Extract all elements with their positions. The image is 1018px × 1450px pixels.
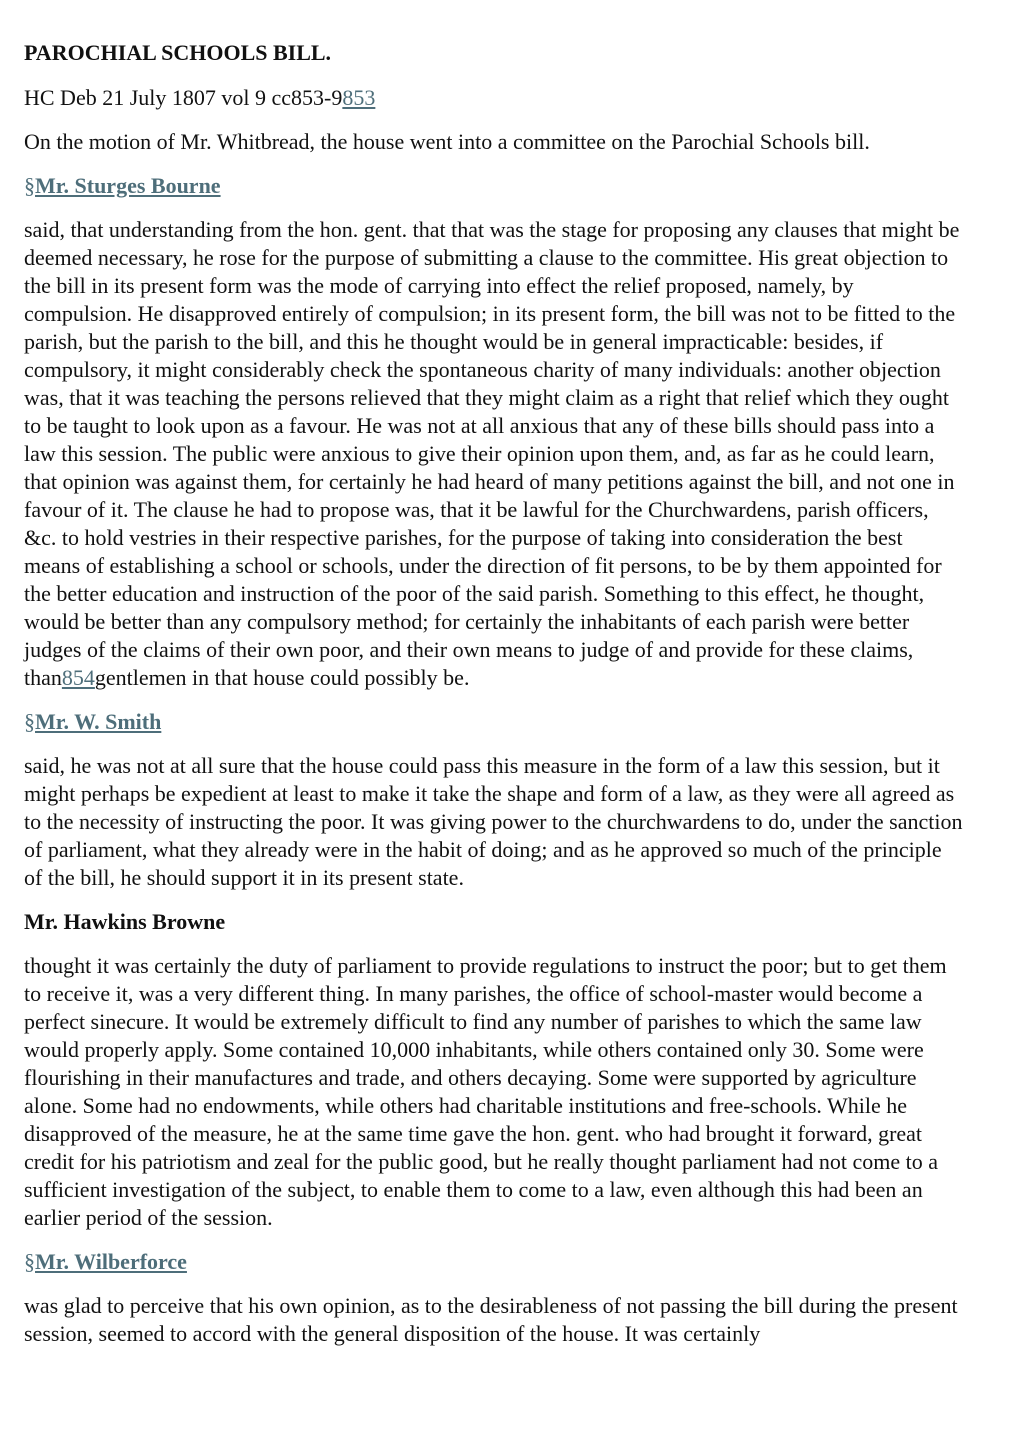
speech-paragraph: thought it was certainly the duty of parliament to provide regulations to instruct the poor; but to get them to receive it, was a very different thing. In many parishes, the office of school-master would become a perfect sinecure. It would be extremely difficult to find any number of parishes to which the same law would properly apply. Some contained 10,000 inhabitants, while others contained only 30. Some were flourishing in their manufactures and trade, and others decaying. Some were supported by agriculture alone. Some had no endowments, while others had charitable institutions and free-schools. While he disapproved of the measure, he at the same time gave the hon. gent. who had brought it forward, great credit for his patriotism and zeal for the public good, but he really thought parliament had not come to a sufficient investigation of the subject, to enable them to come to a law, even although this had been an earlier period of the session. <box>24 953 947 1230</box>
speech-paragraph <box>24 216 964 692</box>
section-mark: § <box>24 173 35 198</box>
citation-text: HC Deb 21 July 1807 vol 9 cc853-9 <box>24 85 343 110</box>
speaker-heading <box>24 172 964 200</box>
column-link-853[interactable]: 853 <box>342 85 376 110</box>
speaker-heading <box>24 1248 964 1276</box>
speaker-link-sturges-bourne[interactable]: Mr. Sturges Bourne <box>35 173 221 198</box>
citation <box>24 84 964 112</box>
speech-paragraph: said, he was not at all sure that the house could pass this measure in the form of a law this session, but it might perhaps be expedient at least to make it take the shape and form of a law, as they were all agreed as to the necessity of instructing the poor. It was giving power to the churchwardens to do, under the sanction of parliament, what they already were in the habit of doing; and as he approved so much of the principle of the bill, he should support it in its present state. <box>24 753 963 890</box>
intro-paragraph: On the motion of Mr. Whitbread, the house went into a committee on the Parochial Schools bill. <box>24 129 870 154</box>
section-mark: § <box>24 709 35 734</box>
speaker-heading <box>24 708 964 736</box>
column-link-854[interactable]: 854 <box>61 665 95 690</box>
speech-text-continued: gentlemen in that house could possibly be. <box>94 665 470 690</box>
speech-paragraph: was glad to perceive that his own opinion, as to the desirableness of not passing the bill during the present session, seemed to accord with the general disposition of the house. It was certainly <box>24 1293 958 1346</box>
speech-text: said, that understanding from the hon. gent. that that was the stage for proposing any clauses that might be deemed necessary, he rose for the purpose of submitting a clause to the committee. His great objection to the bill in its present form was the mode of carrying into effect the relief proposed, namely, by compulsion. He disapproved entirely of compulsion; in its present form, the bill was not to be fitted to the parish, but the parish to the bill, and this he thought would be in general impracticable: besides, if compulsory, it might considerably check the spontaneous charity of many individuals: another objection was, that it was teaching the persons relieved that they might claim as a right that relief which they ought to be taught to look upon as a favour. He was not at all anxious that any of these bills should pass into a law this session. The public were anxious to give their opinion upon them, and, as far as he could learn, that opinion was against them, for certainly he had heard of many petitions against the bill, and not one in favour of it. The clause he had to propose was, that it be lawful for the Churchwardens, parish officers, &c. to hold vestries in their respective parishes, for the purpose of taking into consideration the best means of establishing a school or schools, under the direction of fit persons, to be by them appointed for the better education and instruction of the poor of the said parish. Something to this effect, he thought, would be better than any compulsory method; for certainly the inhabitants of each parish were better judges of the claims of their own poor, and their own means to judge of and provide for these claims, than <box>24 217 960 690</box>
section-mark: § <box>24 1249 35 1274</box>
speaker-heading-hawkins-browne: Mr. Hawkins Browne <box>24 909 226 934</box>
speaker-link-wilberforce[interactable]: Mr. Wilberforce <box>35 1249 187 1274</box>
page-title: PAROCHIAL SCHOOLS BILL. <box>24 40 332 65</box>
speaker-link-w-smith[interactable]: Mr. W. Smith <box>35 709 162 734</box>
document-page <box>24 38 964 1364</box>
